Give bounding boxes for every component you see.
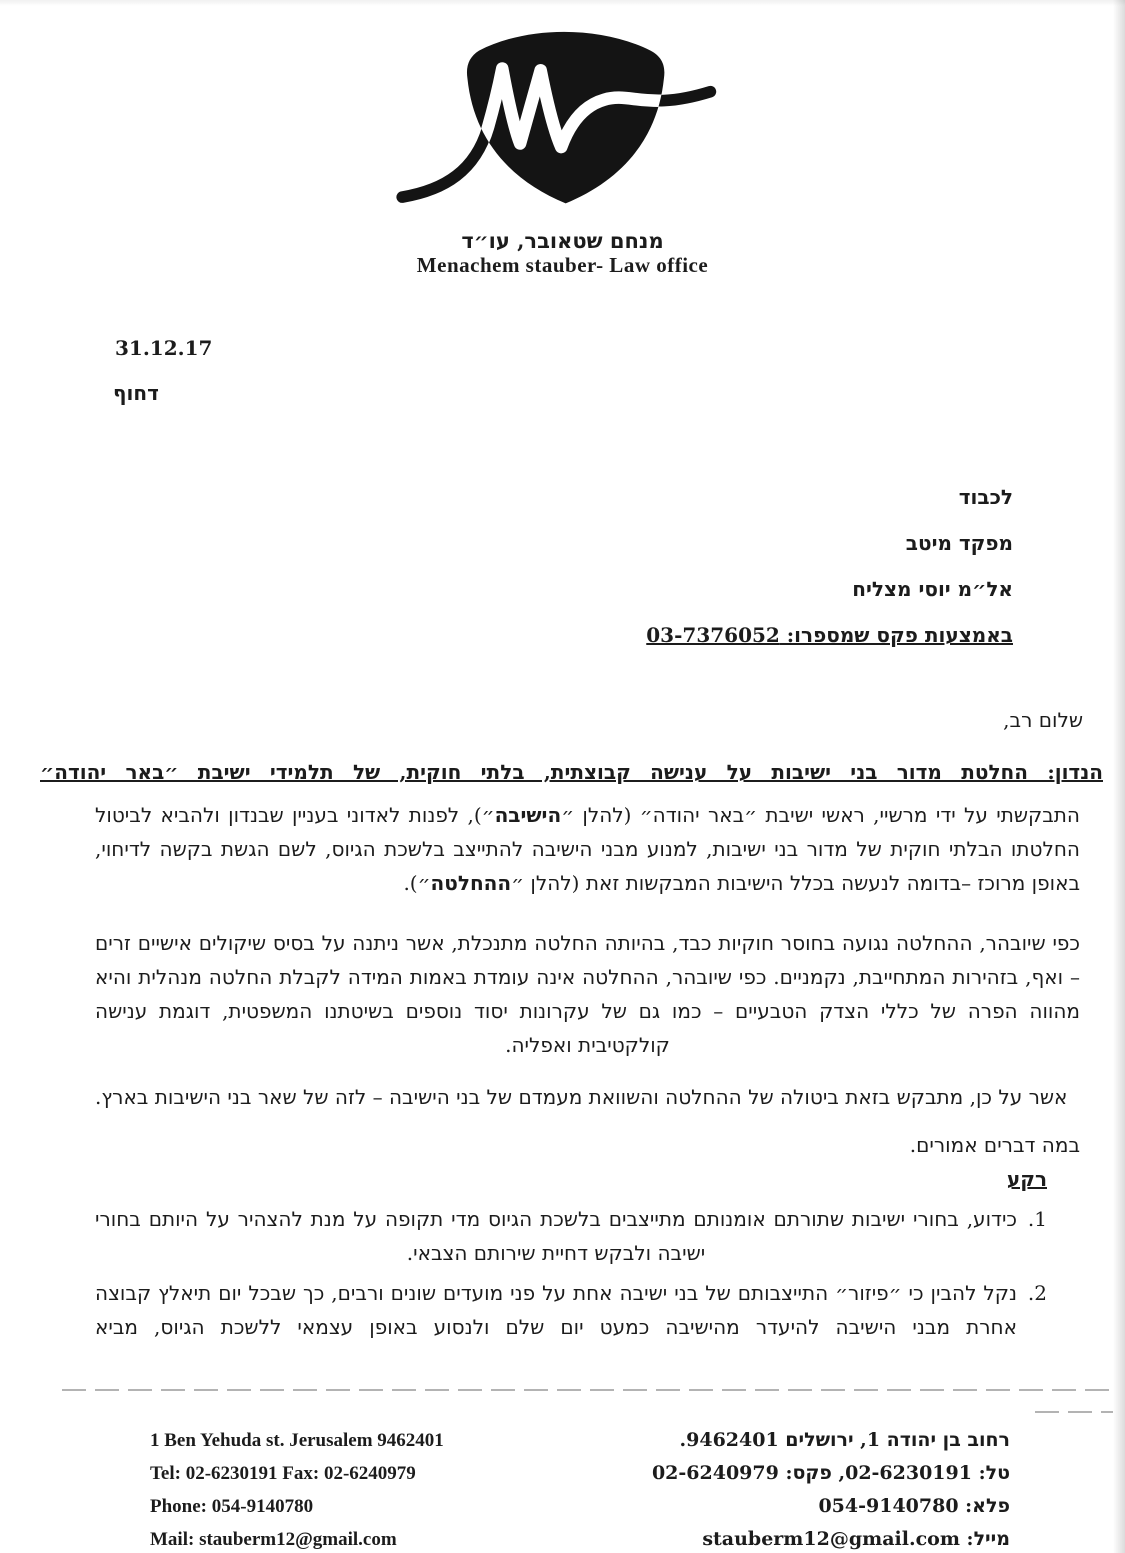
paragraph-request: התבקשתי על ידי מרשיי, ראשי ישיבת ״באר יהודה״ (להלן ״הישיבה״), לפנות לאדוני בעניין שבנדון ולהביא לביטול החלטתו הבלתי חוקית של מדור בני ישיבות, למנוע מבני הישיבה להתייצב בלשכת הגיוס, לשם הגשת בקשה לדיחוי, באופן מרוכז –בדומה לנעשה בכלל הישיבות המבקשות זאת (להלן ״ההחלטה״). — [95, 803, 1080, 895]
list-item-text: כידוע, בחורי ישיבות שתורתם אומנותם מתייצבים בלשכת הגיוס מדי תקופה על מנת להצהיר על היותם בחורי ישיבה ולבקש דחיית שירותם הצבאי. — [95, 1207, 1017, 1265]
recipient-fax-line: באמצעות פקס שמספרו: 03-7376052 — [646, 623, 1013, 647]
footer-phone-he: פלא: 054-9140780 — [818, 1495, 1010, 1517]
list-item — [95, 1202, 1080, 1270]
footer-hebrew-column — [652, 1424, 1010, 1553]
list-item-number: 1. — [1027, 1207, 1047, 1231]
paragraph-demand: אשר על כן, מתבקש בזאת ביטולה של ההחלטה והשוואת מעמדם של בני הישיבה – לזה של שאר בני הישיבות בארץ. — [95, 1085, 1068, 1109]
footer-english-column — [150, 1424, 444, 1553]
background-heading-text: רקע — [1006, 1167, 1047, 1191]
footer-separator-line — [62, 1389, 1115, 1391]
paragraph-transition: במה דברים אמורים. — [909, 1133, 1080, 1157]
logo-shield-monogram — [393, 22, 733, 223]
list-item-text: נקל להבין כי ״פיזור״ התייצבותם של בני ישיבה אחת על פני מועדים שונים ורבים, כך שבכל יום תיאלץ קבוצה אחרת מבני הישיבה להיעדר מהישיבה כמעט יום שלם ולנסוע באופן עצמאי ללשכת הגיוס, מביא — [95, 1281, 1017, 1339]
footer-separator-short — [1035, 1411, 1113, 1413]
background-list — [95, 1202, 1080, 1344]
footer-tel-fax-he: טל: 02-6230191, פקס: 02-6240979 — [651, 1462, 1010, 1484]
recipient-unit: מפקד מיטב — [905, 531, 1013, 555]
letter-date: 31.12.17 — [115, 336, 213, 360]
list-item-number: 2. — [1027, 1281, 1047, 1305]
recipient-officer: אל״מ יוסי מצליח — [852, 577, 1013, 601]
footer-email-he: מייל: stauberm12@gmail.com — [702, 1528, 1010, 1550]
footer-tel-fax-en: Tel: 02-6230191 Fax: 02-6240979 — [150, 1463, 416, 1484]
list-item — [95, 1276, 1080, 1344]
subject-line: הנדון: החלטת מדור בני ישיבות על ענישה קבוצתית, בלתי חוקית, של תלמידי ישיבת ״באר יהודה״ — [40, 760, 1103, 784]
footer-phone-en: Phone: 054-9140780 — [150, 1496, 314, 1517]
recipient-block — [646, 474, 1013, 658]
firm-name-english: Menachem stauber- Law office — [416, 253, 709, 277]
recipient-salutation: לכבוד — [958, 485, 1013, 509]
greeting-line: שלום רב, — [1003, 708, 1083, 732]
urgency-label: דחוף — [113, 381, 159, 405]
letter-body — [95, 798, 1080, 1344]
footer-address-he: רחוב בן יהודה 1, ירושלים 9462401. — [679, 1429, 1010, 1451]
firm-name-hebrew: מנחם שטאובר, עו״ד — [461, 228, 664, 253]
footer-address-en: 1 Ben Yehuda st. Jerusalem 9462401 — [150, 1430, 444, 1451]
paragraph-illegality: כפי שיובהר, ההחלטה נגועה בחוסר חוקיות כבד, בהיותה החלטה מתנכלת, אשר ניתנה על בסיס שיקולים אישיים זרים – ואף, בזהירות המתחייבת, נקמניים. כפי שיובהר, ההחלטה אינה עומדת באמות המידה לקבלת החלטה מנהלית והיא מהווה הפרה של כללי הצדק הטבעיים – כמו גם של עקרונות יסוד נוספים בשיטתנו המשפטית, דוגמת ענישה קולקטיבית ואפליה. — [95, 931, 1080, 1057]
law-office-logo — [0, 22, 1125, 227]
background-heading — [95, 1162, 1080, 1196]
scan-artifact-top — [0, 0, 1125, 6]
footer-email-en: Mail: stauberm12@gmail.com — [150, 1529, 397, 1550]
